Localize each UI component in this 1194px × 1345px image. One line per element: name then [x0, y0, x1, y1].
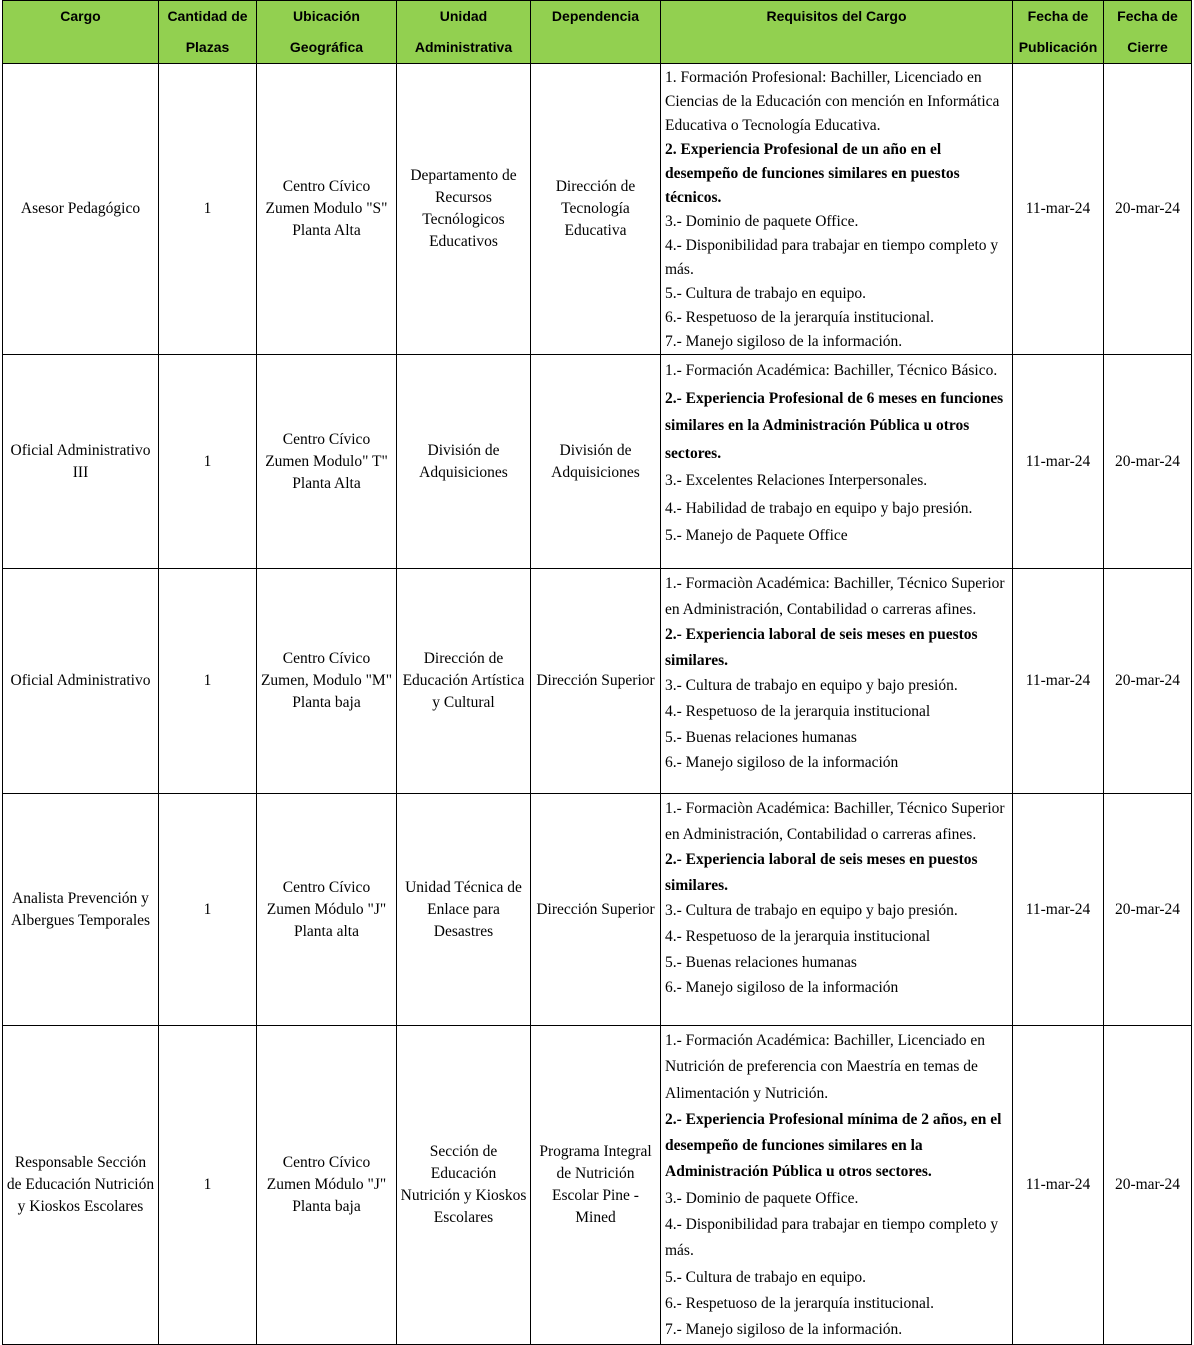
fecha-cierre-cell: 20-mar-24 [1104, 1026, 1192, 1345]
job-openings-table [2, 0, 1192, 1345]
requirement-item: 6.- Manejo sigiloso de la información [665, 979, 899, 997]
requirement-item: 3.- Excelentes Relaciones Interpersonales. [665, 472, 928, 489]
ubicacion-cell: Centro Cívico Zumen Módulo "J" Planta baja [257, 1026, 397, 1345]
requirement-item: 5.- Manejo de Paquete Office [665, 527, 848, 544]
requisitos-cell [661, 794, 1013, 1026]
requirement-item: 6.- Manejo sigiloso de la información [665, 754, 899, 772]
requirement-item: 2. Experiencia Profesional de un año en el desempeño de funciones similares en puestos técnicos. [665, 141, 960, 206]
header-row [3, 1, 1192, 64]
requirement-item: 2.- Experiencia Profesional de 6 meses en funciones similares en la Administración Pública u otros sectores. [665, 389, 1004, 462]
fecha-cierre-cell: 20-mar-24 [1104, 569, 1192, 794]
unidad-cell: Sección de Educación Nutrición y Kioskos Escolares [397, 1026, 531, 1345]
fecha-publicacion-cell: 11-mar-24 [1013, 1026, 1104, 1345]
requisitos-cell [661, 569, 1013, 794]
plazas-cell: 1 [159, 569, 257, 794]
header-ubicacion: Ubicación Geográfica [257, 1, 397, 64]
fecha-cierre-cell: 20-mar-24 [1104, 794, 1192, 1026]
requirement-item: 3.- Dominio de paquete Office. [665, 1189, 859, 1207]
ubicacion-cell: Centro Cívico Zumen Módulo "J" Planta alta [257, 794, 397, 1026]
requirement-item: 5.- Buenas relaciones humanas [665, 728, 857, 746]
unidad-cell: Departamento de Recursos Tecnólogicos Educativos [397, 64, 531, 355]
fecha-publicacion-cell: 11-mar-24 [1013, 355, 1104, 569]
cargo-cell: Asesor Pedagógico [3, 64, 159, 355]
dependencia-cell: Dirección de Tecnología Educativa [531, 64, 661, 355]
requirement-item: 2.- Experiencia laboral de seis meses en puestos similares. [665, 851, 978, 894]
header-dependencia: Dependencia [531, 1, 661, 64]
requirement-item: 4.- Disponibilidad para trabajar en tiempo completo y más. [665, 1216, 999, 1260]
fecha-publicacion-cell: 11-mar-24 [1013, 64, 1104, 355]
requirement-item: 1. Formación Profesional: Bachiller, Licenciado en Ciencias de la Educación con mención en Informática Educativa o Tecnología Educativa. [665, 69, 1000, 134]
requirement-item: 1.- Formaciòn Académica: Bachiller, Técnico Superior en Administración, Contabilidad o carreras afines. [665, 800, 1005, 843]
dependencia-cell: Dirección Superior [531, 794, 661, 1026]
fecha-publicacion-cell: 11-mar-24 [1013, 794, 1104, 1026]
unidad-cell: Dirección de Educación Artística y Cultural [397, 569, 531, 794]
requirement-item: 4.- Respetuoso de la jerarquia institucional [665, 702, 931, 720]
table-row [3, 355, 1192, 569]
table-row [3, 794, 1192, 1026]
requirement-item: 6.- Respetuoso de la jerarquía institucional. [665, 309, 935, 326]
header-unidad: Unidad Administrativa [397, 1, 531, 64]
requirement-item: 2.- Experiencia laboral de seis meses en puestos similares. [665, 626, 978, 669]
requirement-item: 5.- Buenas relaciones humanas [665, 953, 857, 971]
cargo-cell: Analista Prevención y Albergues Temporales [3, 794, 159, 1026]
requisitos-cell [661, 1026, 1013, 1345]
requirement-item: 4.- Habilidad de trabajo en equipo y bajo presión. [665, 499, 973, 517]
plazas-cell: 1 [159, 794, 257, 1026]
cargo-cell: Responsable Sección de Educación Nutrición y Kioskos Escolares [3, 1026, 159, 1345]
unidad-cell: Unidad Técnica de Enlace para Desastres [397, 794, 531, 1026]
requirement-item: 7.- Manejo sigiloso de la información. [665, 333, 903, 350]
header-cargo: Cargo [3, 1, 159, 64]
header-requisitos: Requisitos del Cargo [661, 1, 1013, 64]
fecha-publicacion-cell: 11-mar-24 [1013, 569, 1104, 794]
requirement-item: 1.- Formación Académica: Bachiller, Técnico Básico. [665, 362, 998, 379]
unidad-cell: División de Adquisiciones [397, 355, 531, 569]
ubicacion-cell: Centro Cívico Zumen Modulo "S" Planta Alta [257, 64, 397, 355]
requisitos-cell [661, 355, 1013, 569]
cargo-cell: Oficial Administrativo III [3, 355, 159, 569]
plazas-cell: 1 [159, 64, 257, 355]
requirement-item: 6.- Respetuoso de la jerarquía institucional. [665, 1294, 935, 1312]
fecha-cierre-cell: 20-mar-24 [1104, 355, 1192, 569]
plazas-cell: 1 [159, 355, 257, 569]
header-fecha-publicacion: Fecha de Publicación [1013, 1, 1104, 64]
requirement-item: 7.- Manejo sigiloso de la información. [665, 1321, 903, 1339]
requirement-item: 4.- Disponibilidad para trabajar en tiempo completo y más. [665, 237, 999, 278]
requirement-item: 4.- Respetuoso de la jerarquia institucional [665, 927, 931, 945]
plazas-cell: 1 [159, 1026, 257, 1345]
table-row [3, 64, 1192, 355]
dependencia-cell: Programa Integral de Nutrición Escolar Pine - Mined [531, 1026, 661, 1345]
requisitos-cell [661, 64, 1013, 355]
requirement-item: 1.- Formaciòn Académica: Bachiller, Técnico Superior en Administración, Contabilidad o carreras afines. [665, 575, 1005, 618]
header-plazas: Cantidad de Plazas [159, 1, 257, 64]
ubicacion-cell: Centro Cívico Zumen, Modulo "M" Planta baja [257, 569, 397, 794]
requirement-item: 3.- Dominio de paquete Office. [665, 213, 859, 230]
requirement-item: 5.- Cultura de trabajo en equipo. [665, 285, 867, 302]
requirement-item: 2.- Experiencia Profesional mínima de 2 años, en el desempeño de funciones similares en la Administración Pública u otros sectores. [665, 1110, 1002, 1181]
requirement-item: 1.- Formación Académica: Bachiller, Licenciado en Nutrición de preferencia con Maestría en temas de Alimentación y Nutrición. [665, 1032, 986, 1102]
header-fecha-cierre: Fecha de Cierre [1104, 1, 1192, 64]
requirement-item: 3.- Cultura de trabajo en equipo y bajo presión. [665, 902, 958, 920]
requirement-item: 5.- Cultura de trabajo en equipo. [665, 1268, 867, 1286]
table-row [3, 569, 1192, 794]
table-row [3, 1026, 1192, 1345]
ubicacion-cell: Centro Cívico Zumen Modulo" T" Planta Alta [257, 355, 397, 569]
requirement-item: 3.- Cultura de trabajo en equipo y bajo presión. [665, 677, 958, 695]
dependencia-cell: Dirección Superior [531, 569, 661, 794]
cargo-cell: Oficial Administrativo [3, 569, 159, 794]
dependencia-cell: División de Adquisiciones [531, 355, 661, 569]
fecha-cierre-cell: 20-mar-24 [1104, 64, 1192, 355]
